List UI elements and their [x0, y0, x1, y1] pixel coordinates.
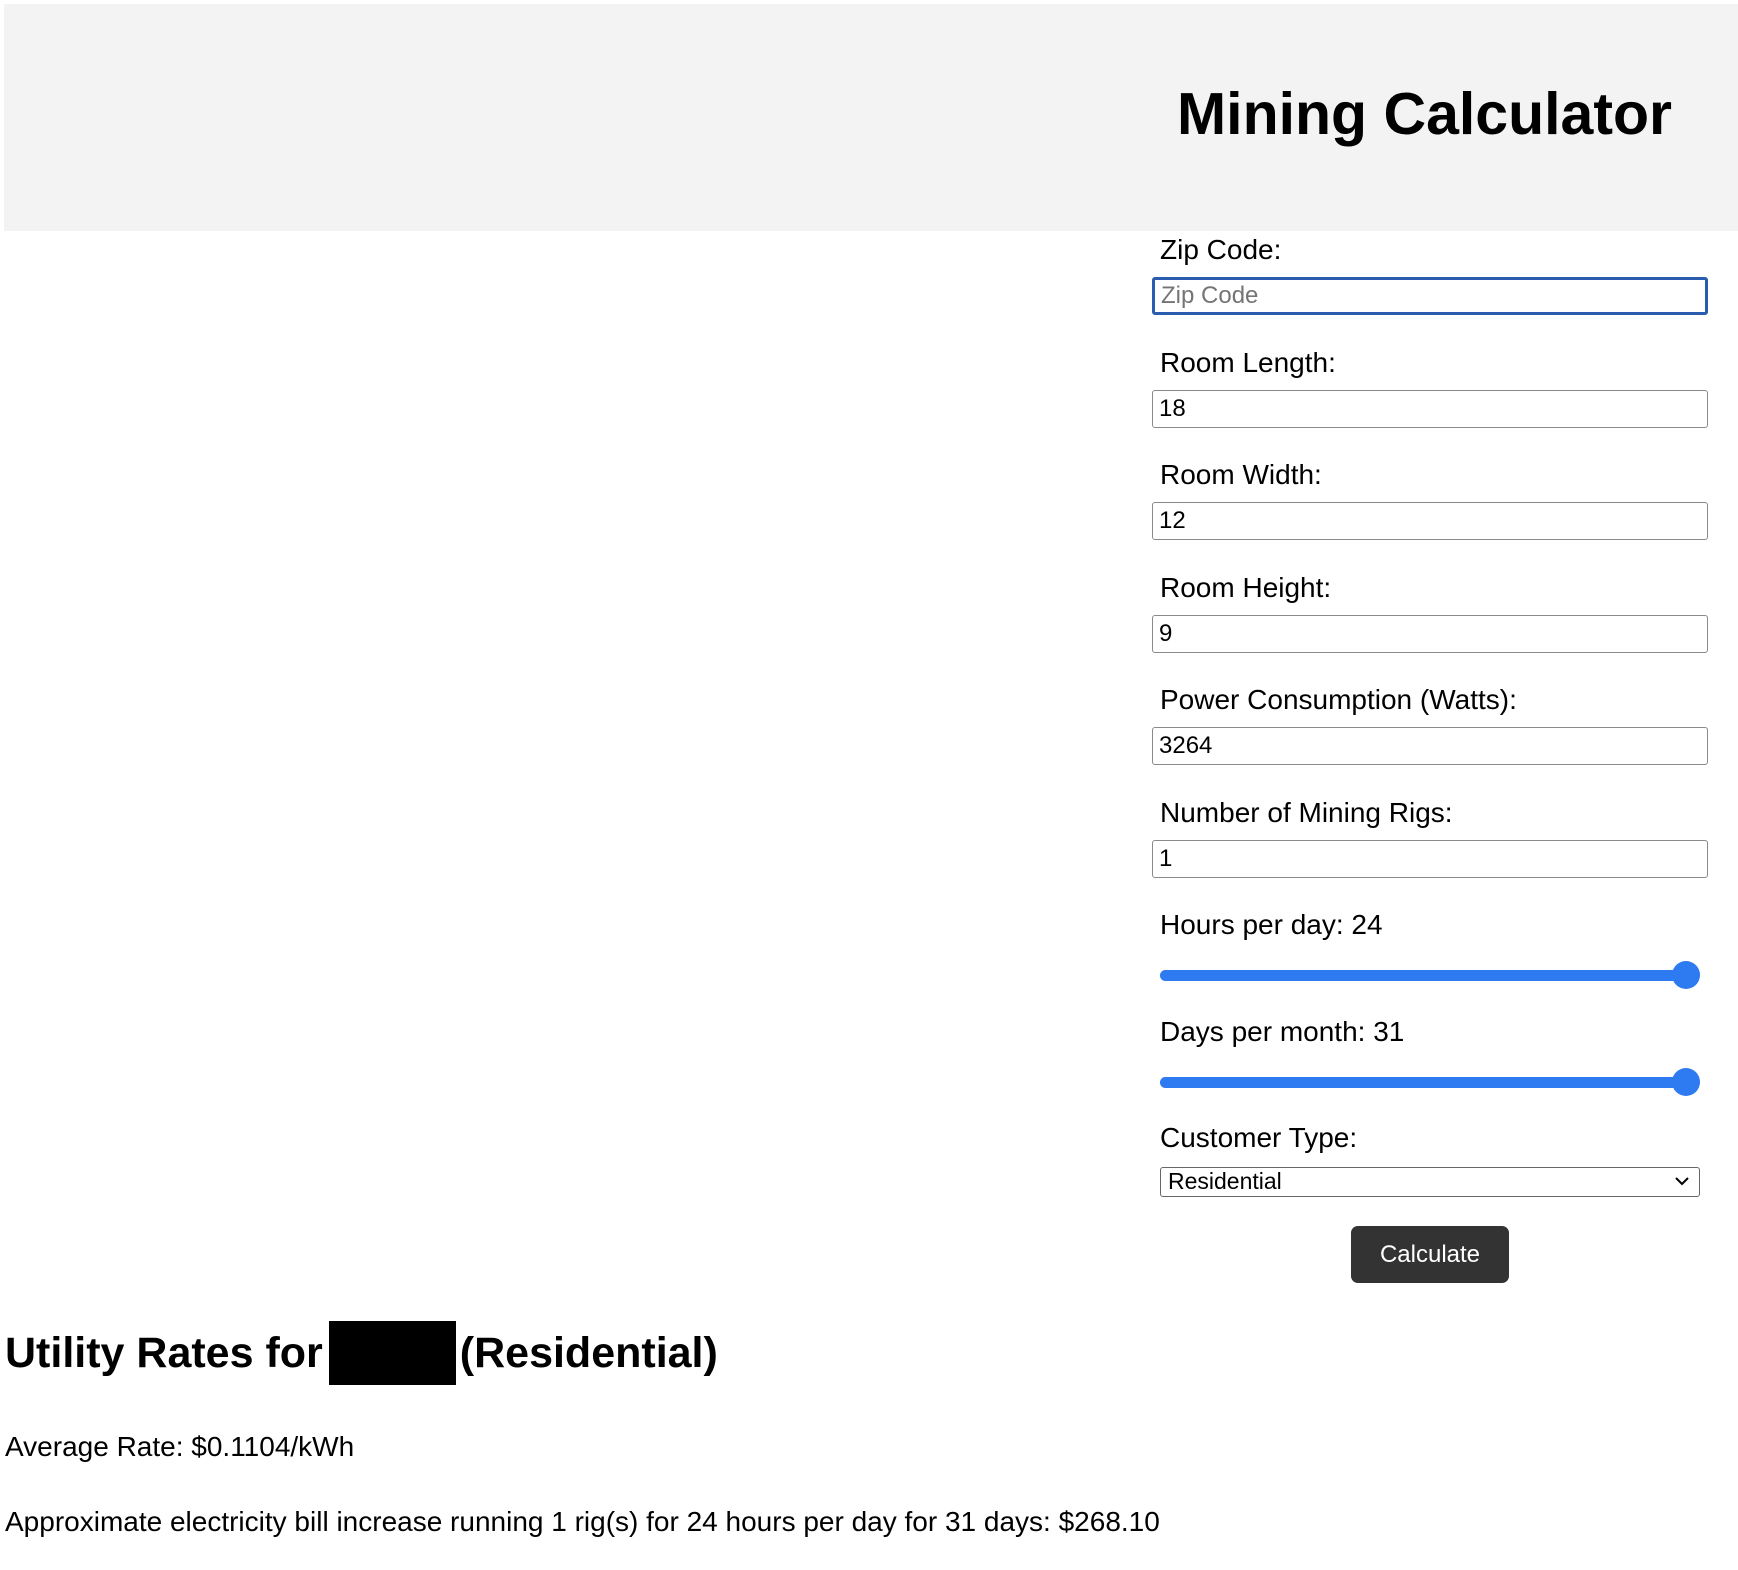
- days-per-month-slider[interactable]: [1160, 1067, 1700, 1097]
- room-height-input[interactable]: [1152, 615, 1708, 653]
- power-consumption-label: Power Consumption (Watts):: [1160, 684, 1517, 715]
- results-title-suffix: (Residential): [459, 1329, 718, 1377]
- chevron-down-icon: [1673, 1172, 1691, 1190]
- days-per-month-label: Days per month: 31: [1160, 1016, 1405, 1047]
- slider-fill: [1160, 1077, 1686, 1088]
- results-title-prefix: Utility Rates for: [5, 1329, 323, 1377]
- page-header: [4, 4, 1738, 231]
- customer-type-label: Customer Type:: [1160, 1122, 1358, 1153]
- zip-code-label: Zip Code:: [1160, 234, 1282, 265]
- redacted-zip-code: [329, 1321, 456, 1385]
- mining-rigs-label: Number of Mining Rigs:: [1160, 797, 1453, 828]
- mining-rigs-input[interactable]: [1152, 840, 1708, 878]
- room-length-input[interactable]: [1152, 390, 1708, 428]
- room-length-label: Room Length:: [1160, 347, 1336, 378]
- results-title: [5, 1320, 718, 1388]
- page-title: Mining Calculator: [1177, 81, 1672, 147]
- room-height-label: Room Height:: [1160, 572, 1332, 603]
- room-width-input[interactable]: [1152, 502, 1708, 540]
- hours-per-day-slider[interactable]: [1160, 960, 1700, 990]
- room-width-label: Room Width:: [1160, 459, 1322, 490]
- average-rate-text: Average Rate: $0.1104/kWh: [5, 1431, 355, 1462]
- slider-thumb[interactable]: [1672, 1068, 1700, 1096]
- customer-type-selected: Residential: [1168, 1168, 1282, 1194]
- bill-increase-text: Approximate electricity bill increase running 1 rig(s) for 24 hours per day for 31 days: $268.10: [5, 1506, 1160, 1537]
- power-consumption-input[interactable]: [1152, 727, 1708, 765]
- calculate-button[interactable]: Calculate: [1351, 1226, 1509, 1283]
- slider-thumb[interactable]: [1672, 961, 1700, 989]
- slider-fill: [1160, 970, 1686, 981]
- customer-type-select[interactable]: [1160, 1167, 1700, 1197]
- zip-code-input[interactable]: [1152, 277, 1708, 315]
- hours-per-day-label: Hours per day: 24: [1160, 909, 1383, 940]
